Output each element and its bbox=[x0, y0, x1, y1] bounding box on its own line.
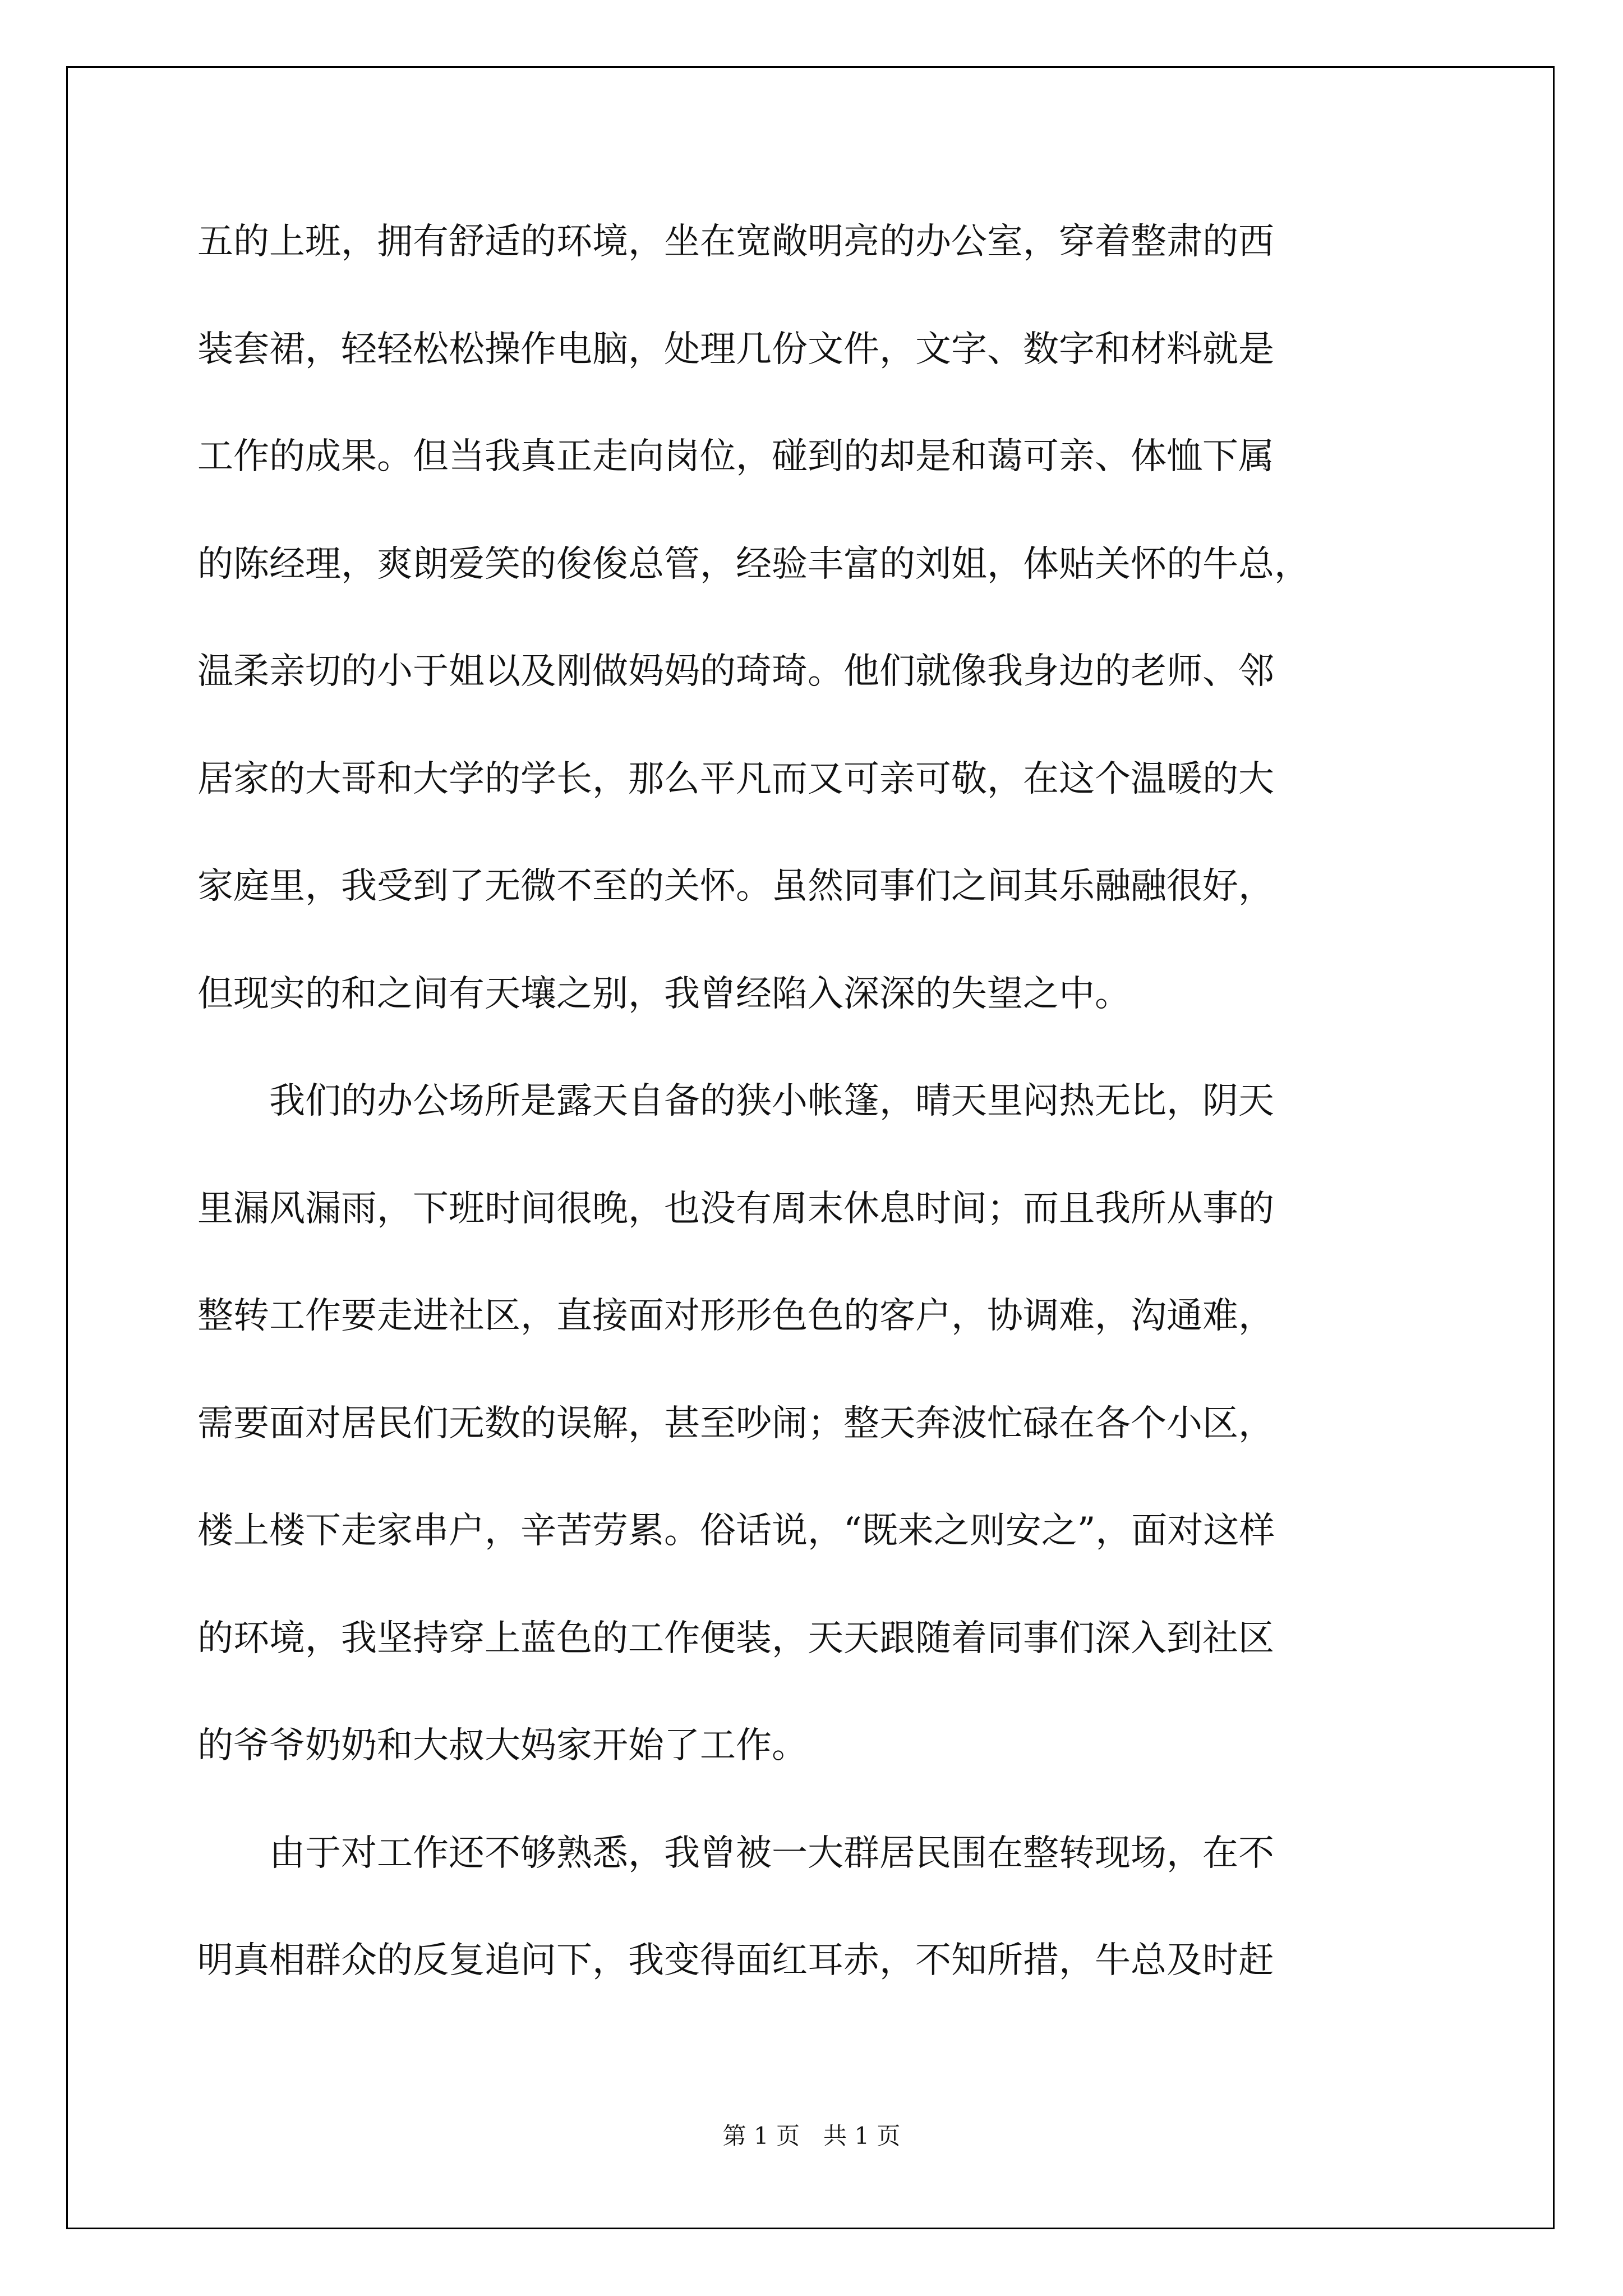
text-line: 我们的办公场所是露天自备的狭小帐篷，晴天里闷热无比，阴天 bbox=[197, 1080, 1274, 1122]
text-line: 但现实的和之间有天壤之别，我曾经陷入深深的失望之中。 bbox=[197, 973, 1131, 1015]
document-body bbox=[197, 188, 1437, 2015]
text-line: 的陈经理，爽朗爱笑的俊俊总管，经验丰富的刘姐，体贴关怀的牛总， bbox=[197, 543, 1310, 585]
paragraph-3 bbox=[197, 1800, 1437, 2015]
text-line: 温柔亲切的小于姐以及刚做妈妈的琦琦。他们就像我身边的老师、邻 bbox=[197, 651, 1274, 692]
text-line: 工作的成果。但当我真正走向岗位，碰到的却是和蔼可亲、体恤下属 bbox=[197, 436, 1274, 477]
text-line: 居家的大哥和大学的学长，那么平凡而又可亲可敬，在这个温暖的大 bbox=[197, 758, 1274, 800]
text-line: 的环境，我坚持穿上蓝色的工作便装，天天跟随着同事们深入到社区 bbox=[197, 1617, 1274, 1659]
text-line: 明真相群众的反复追问下，我变得面红耳赤，不知所措，牛总及时赶 bbox=[197, 1940, 1274, 1981]
text-line: 由于对工作还不够熟悉，我曾被一大群居民围在整转现场，在不 bbox=[197, 1832, 1274, 1874]
text-line: 里漏风漏雨，下班时间很晚，也没有周末休息时间；而且我所从事的 bbox=[197, 1188, 1274, 1230]
text-line: 的爷爷奶奶和大叔大妈家开始了工作。 bbox=[197, 1725, 808, 1766]
text-line: 整转工作要走进社区，直接面对形形色色的客户，协调难，沟通难， bbox=[197, 1295, 1274, 1337]
page-footer: 第 1 页 共 1 页 bbox=[722, 2122, 901, 2150]
text-line: 需要面对居民们无数的误解，甚至吵闹；整天奔波忙碌在各个小区， bbox=[197, 1402, 1274, 1444]
text-line: 家庭里，我受到了无微不至的关怀。虽然同事们之间其乐融融很好， bbox=[197, 866, 1274, 907]
paragraph-2 bbox=[197, 1048, 1437, 1800]
text-line: 装套裙，轻轻松松操作电脑，处理几份文件，文字、数字和材料就是 bbox=[197, 328, 1274, 370]
text-line: 楼上楼下走家串户，辛苦劳累。俗话说，“既来之则安之”，面对这样 bbox=[197, 1510, 1275, 1552]
paragraph-1 bbox=[197, 188, 1437, 1048]
text-line: 五的上班，拥有舒适的环境，坐在宽敞明亮的办公室，穿着整肃的西 bbox=[197, 221, 1274, 263]
